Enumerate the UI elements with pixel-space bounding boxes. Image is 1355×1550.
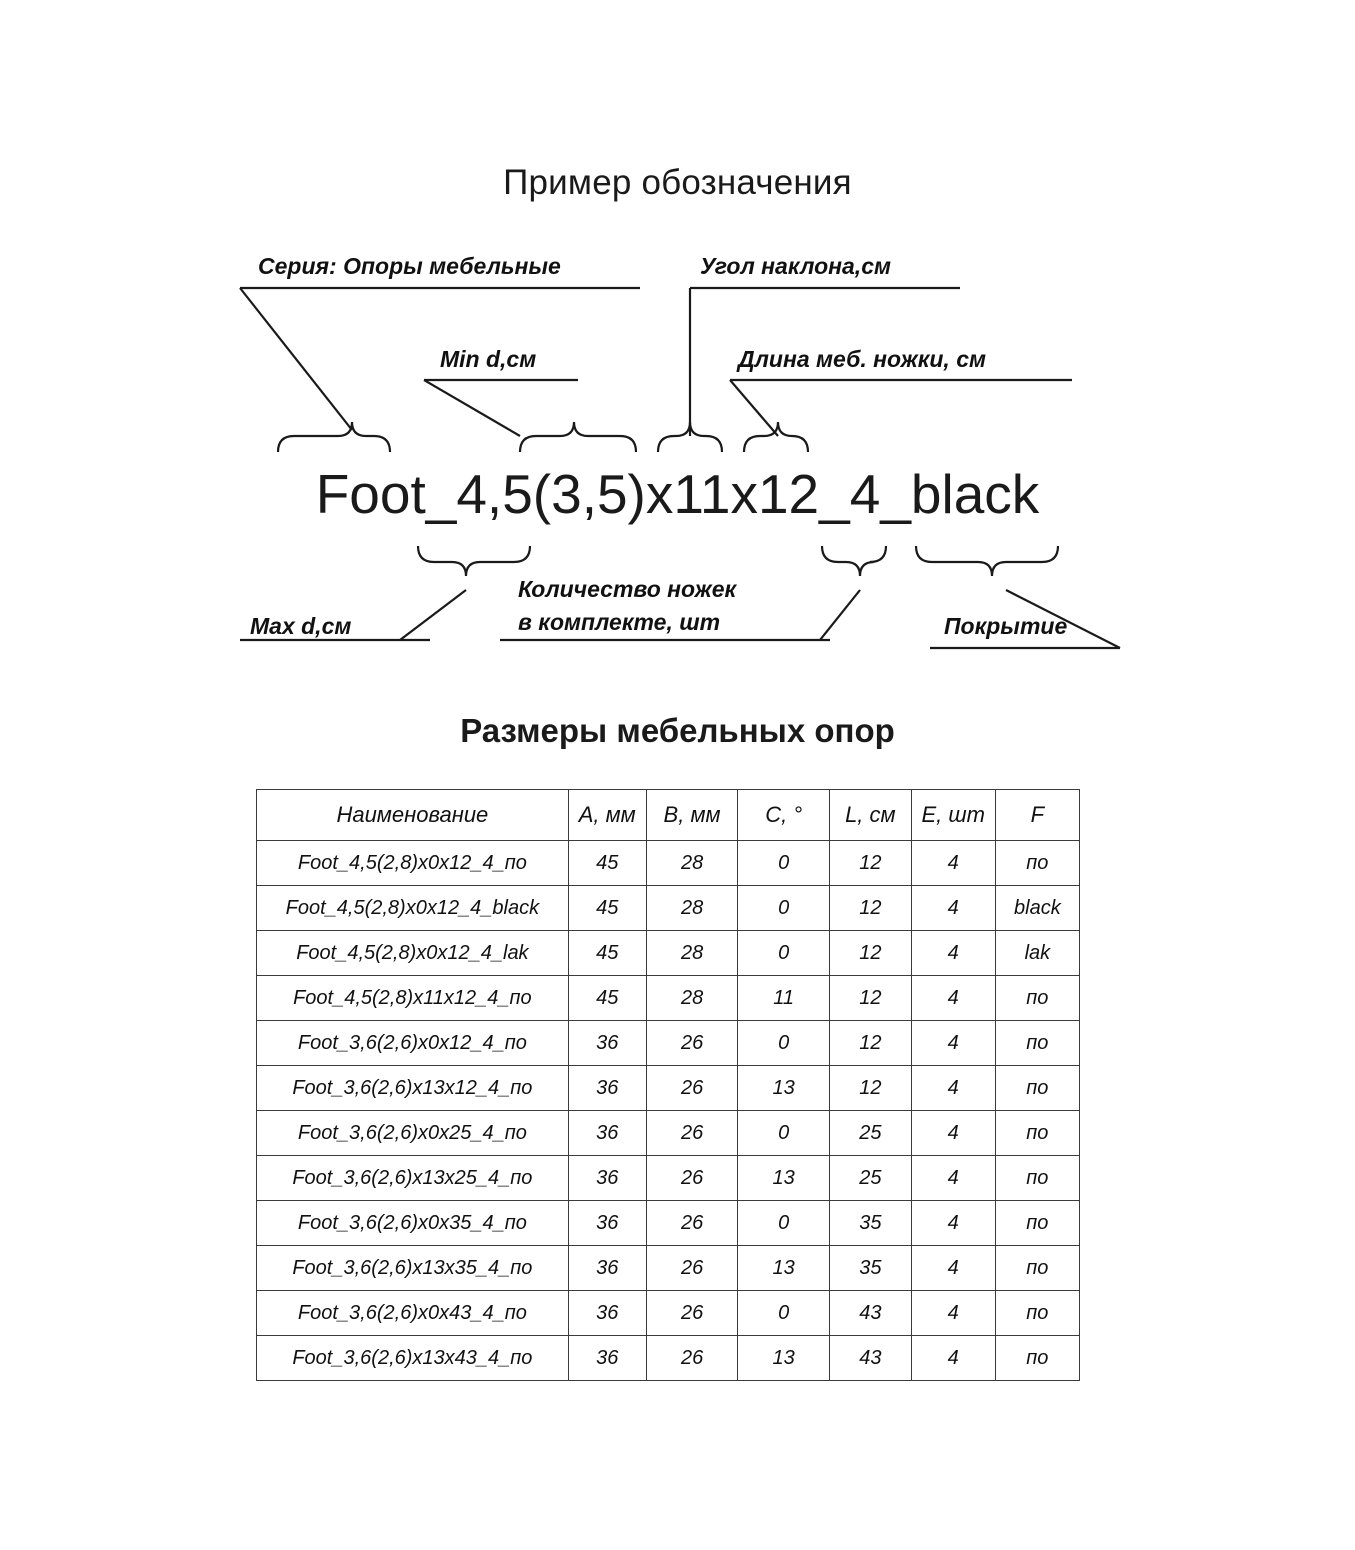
cell-f: lak xyxy=(995,931,1079,976)
cell-a: 36 xyxy=(568,1021,646,1066)
cell-c: 0 xyxy=(738,1021,830,1066)
column-header-b: B, мм xyxy=(646,790,738,841)
cell-l: 25 xyxy=(829,1156,911,1201)
cell-name: Foot_4,5(2,8)x11x12_4_по xyxy=(257,976,569,1021)
cell-f: по xyxy=(995,1066,1079,1111)
cell-name: Foot_3,6(2,6)x0x25_4_по xyxy=(257,1111,569,1156)
cell-c: 13 xyxy=(738,1246,830,1291)
cell-a: 45 xyxy=(568,886,646,931)
cell-a: 45 xyxy=(568,841,646,886)
cell-a: 36 xyxy=(568,1111,646,1156)
cell-e: 4 xyxy=(911,1201,995,1246)
table-row xyxy=(257,1156,1080,1201)
cell-b: 28 xyxy=(646,931,738,976)
cell-c: 0 xyxy=(738,1111,830,1156)
cell-l: 12 xyxy=(829,841,911,886)
callout-legs-count-line1: Количество ножек xyxy=(518,576,737,602)
callout-min-d: Min d,см xyxy=(440,346,537,372)
cell-e: 4 xyxy=(911,1066,995,1111)
cell-b: 26 xyxy=(646,1336,738,1381)
cell-f: по xyxy=(995,1021,1079,1066)
cell-b: 26 xyxy=(646,1111,738,1156)
cell-c: 0 xyxy=(738,1201,830,1246)
cell-c: 11 xyxy=(738,976,830,1021)
cell-c: 13 xyxy=(738,1336,830,1381)
cell-a: 36 xyxy=(568,1066,646,1111)
table-row xyxy=(257,931,1080,976)
designation-code: Foot_4,5(3,5)x11x12_4_black xyxy=(315,463,1040,525)
cell-e: 4 xyxy=(911,1246,995,1291)
table-row xyxy=(257,886,1080,931)
cell-l: 35 xyxy=(829,1246,911,1291)
table-row xyxy=(257,1336,1080,1381)
cell-l: 12 xyxy=(829,1066,911,1111)
cell-l: 12 xyxy=(829,931,911,976)
cell-e: 4 xyxy=(911,931,995,976)
cell-f: по xyxy=(995,841,1079,886)
column-header-a: A, мм xyxy=(568,790,646,841)
cell-f: black xyxy=(995,886,1079,931)
cell-c: 0 xyxy=(738,841,830,886)
cell-l: 12 xyxy=(829,1021,911,1066)
cell-e: 4 xyxy=(911,1336,995,1381)
table-row xyxy=(257,1291,1080,1336)
table-row xyxy=(257,1021,1080,1066)
cell-b: 28 xyxy=(646,976,738,1021)
cell-b: 26 xyxy=(646,1156,738,1201)
callout-leg-length: Длина меб. ножки, см xyxy=(738,346,987,372)
cell-f: по xyxy=(995,1246,1079,1291)
callout-max-d: Max d,см xyxy=(250,613,352,639)
table-header-row xyxy=(257,790,1080,841)
cell-e: 4 xyxy=(911,841,995,886)
cell-l: 43 xyxy=(829,1336,911,1381)
cell-a: 36 xyxy=(568,1291,646,1336)
cell-l: 25 xyxy=(829,1111,911,1156)
cell-f: по xyxy=(995,1111,1079,1156)
callout-coating: Покрытие xyxy=(944,613,1068,639)
column-header-f: F xyxy=(995,790,1079,841)
cell-a: 45 xyxy=(568,976,646,1021)
cell-e: 4 xyxy=(911,976,995,1021)
cell-f: по xyxy=(995,1336,1079,1381)
cell-b: 28 xyxy=(646,841,738,886)
cell-e: 4 xyxy=(911,1021,995,1066)
column-header-l: L, см xyxy=(829,790,911,841)
table-body xyxy=(257,841,1080,1381)
specs-table-wrapper xyxy=(256,789,1080,1381)
cell-name: Foot_3,6(2,6)x13x25_4_по xyxy=(257,1156,569,1201)
cell-name: Foot_3,6(2,6)x0x12_4_по xyxy=(257,1021,569,1066)
cell-c: 13 xyxy=(738,1156,830,1201)
cell-b: 28 xyxy=(646,886,738,931)
cell-c: 0 xyxy=(738,1291,830,1336)
cell-l: 12 xyxy=(829,886,911,931)
cell-name: Foot_4,5(2,8)x0x12_4_по xyxy=(257,841,569,886)
table-row xyxy=(257,1246,1080,1291)
cell-a: 36 xyxy=(568,1246,646,1291)
table-row xyxy=(257,1201,1080,1246)
cell-b: 26 xyxy=(646,1246,738,1291)
cell-c: 13 xyxy=(738,1066,830,1111)
column-header-e: E, шт xyxy=(911,790,995,841)
cell-a: 36 xyxy=(568,1156,646,1201)
table-row xyxy=(257,976,1080,1021)
cell-f: по xyxy=(995,1291,1079,1336)
cell-a: 45 xyxy=(568,931,646,976)
cell-c: 0 xyxy=(738,931,830,976)
cell-a: 36 xyxy=(568,1201,646,1246)
cell-l: 43 xyxy=(829,1291,911,1336)
cell-e: 4 xyxy=(911,1111,995,1156)
callout-legs-count-line2: в комплекте, шт xyxy=(518,609,721,635)
cell-name: Foot_4,5(2,8)x0x12_4_black xyxy=(257,886,569,931)
specs-table xyxy=(256,789,1080,1381)
cell-b: 26 xyxy=(646,1021,738,1066)
table-row xyxy=(257,1066,1080,1111)
cell-f: по xyxy=(995,976,1079,1021)
cell-e: 4 xyxy=(911,1291,995,1336)
cell-b: 26 xyxy=(646,1066,738,1111)
cell-b: 26 xyxy=(646,1291,738,1336)
cell-name: Foot_4,5(2,8)x0x12_4_lak xyxy=(257,931,569,976)
cell-name: Foot_3,6(2,6)x13x43_4_по xyxy=(257,1336,569,1381)
cell-c: 0 xyxy=(738,886,830,931)
cell-l: 12 xyxy=(829,976,911,1021)
cell-e: 4 xyxy=(911,886,995,931)
cell-l: 35 xyxy=(829,1201,911,1246)
table-row xyxy=(257,1111,1080,1156)
callout-series: Серия: Опоры мебельные xyxy=(258,253,561,279)
cell-a: 36 xyxy=(568,1336,646,1381)
cell-name: Foot_3,6(2,6)x13x35_4_по xyxy=(257,1246,569,1291)
cell-f: по xyxy=(995,1156,1079,1201)
column-header-name: Наименование xyxy=(257,790,569,841)
cell-name: Foot_3,6(2,6)x0x35_4_по xyxy=(257,1201,569,1246)
column-header-c: C, ° xyxy=(738,790,830,841)
cell-name: Foot_3,6(2,6)x13x12_4_по xyxy=(257,1066,569,1111)
callout-angle: Угол наклона,см xyxy=(700,253,891,279)
page-title: Пример обозначения xyxy=(503,163,852,202)
table-row xyxy=(257,841,1080,886)
cell-f: по xyxy=(995,1201,1079,1246)
cell-e: 4 xyxy=(911,1156,995,1201)
cell-b: 26 xyxy=(646,1201,738,1246)
cell-name: Foot_3,6(2,6)x0x43_4_по xyxy=(257,1291,569,1336)
table-title: Размеры мебельных опор xyxy=(460,712,895,749)
